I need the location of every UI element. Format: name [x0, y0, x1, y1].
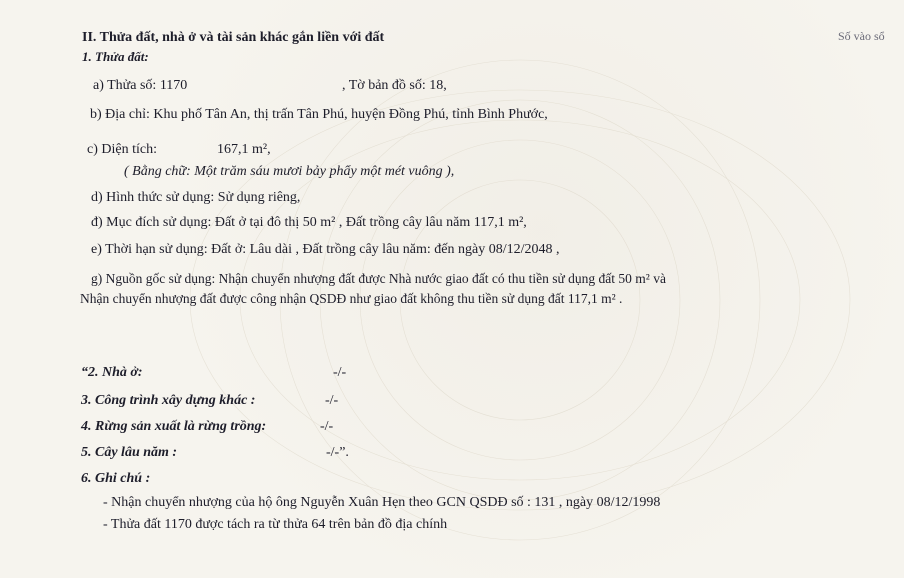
parcel-address: b) Địa chỉ: Khu phố Tân An, thị trấn Tân Phú, huyện Đồng Phú, tỉnh Bình Phước,: [90, 107, 548, 122]
usage-form: d) Hình thức sử dụng: Sử dụng riêng,: [91, 190, 301, 205]
production-forest-value: -/-: [320, 419, 334, 434]
usage-purpose: đ) Mục đích sử dụng: Đất ở tại đô thị 50 m² , Đất trồng cây lâu năm 117,1 m²,: [91, 215, 527, 230]
parcel-number: a) Thửa số: 1170: [93, 78, 188, 93]
production-forest-label: 4. Rừng sản xuất là rừng trồng:: [81, 419, 267, 434]
usage-term: e) Thời hạn sử dụng: Đất ở: Lâu dài , Đất trồng cây lâu năm: đến ngày 08/12/2048 ,: [91, 242, 560, 257]
note-line-2: - Thửa đất 1170 được tách ra từ thửa 64 trên bản đồ địa chính: [103, 517, 448, 532]
other-construction-label: 3. Công trình xây dựng khác :: [81, 393, 256, 408]
map-sheet-number: , Tờ bản đồ số: 18,: [342, 78, 447, 93]
other-construction-value: -/-: [325, 393, 339, 408]
origin-line-2: Nhận chuyển nhượng đất được công nhận QSDĐ như giao đất không thu tiền sử dụng đất 117,1 m² .: [80, 291, 623, 306]
perennial-trees-value: -/-”.: [326, 445, 349, 460]
register-number-label: Số vào sổ: [838, 29, 885, 43]
area-in-words: ( Bằng chữ: Một trăm sáu mươi bảy phẩy một mét vuông ),: [124, 164, 455, 179]
perennial-trees-label: 5. Cây lâu năm :: [81, 445, 178, 460]
origin-line-1: g) Nguồn gốc sử dụng: Nhận chuyển nhượng đất được Nhà nước giao đất có thu tiền sử dụng đất 50 m² và: [91, 271, 666, 286]
note-line-1: - Nhận chuyển nhượng của hộ ông Nguyễn Xuân Hẹn theo GCN QSDĐ số : 131 , ngày 08/12/1998: [103, 495, 661, 510]
parcel-section-title: 1. Thửa đất:: [82, 49, 149, 64]
area-label: c) Diện tích:: [87, 142, 157, 157]
section-title: II. Thửa đất, nhà ở và tài sản khác gắn liền với đất: [82, 30, 385, 45]
house-label: “2. Nhà ở:: [81, 365, 143, 380]
area-value: 167,1 m²,: [217, 142, 271, 157]
house-value: -/-: [333, 365, 347, 380]
notes-label: 6. Ghi chú :: [81, 471, 151, 486]
